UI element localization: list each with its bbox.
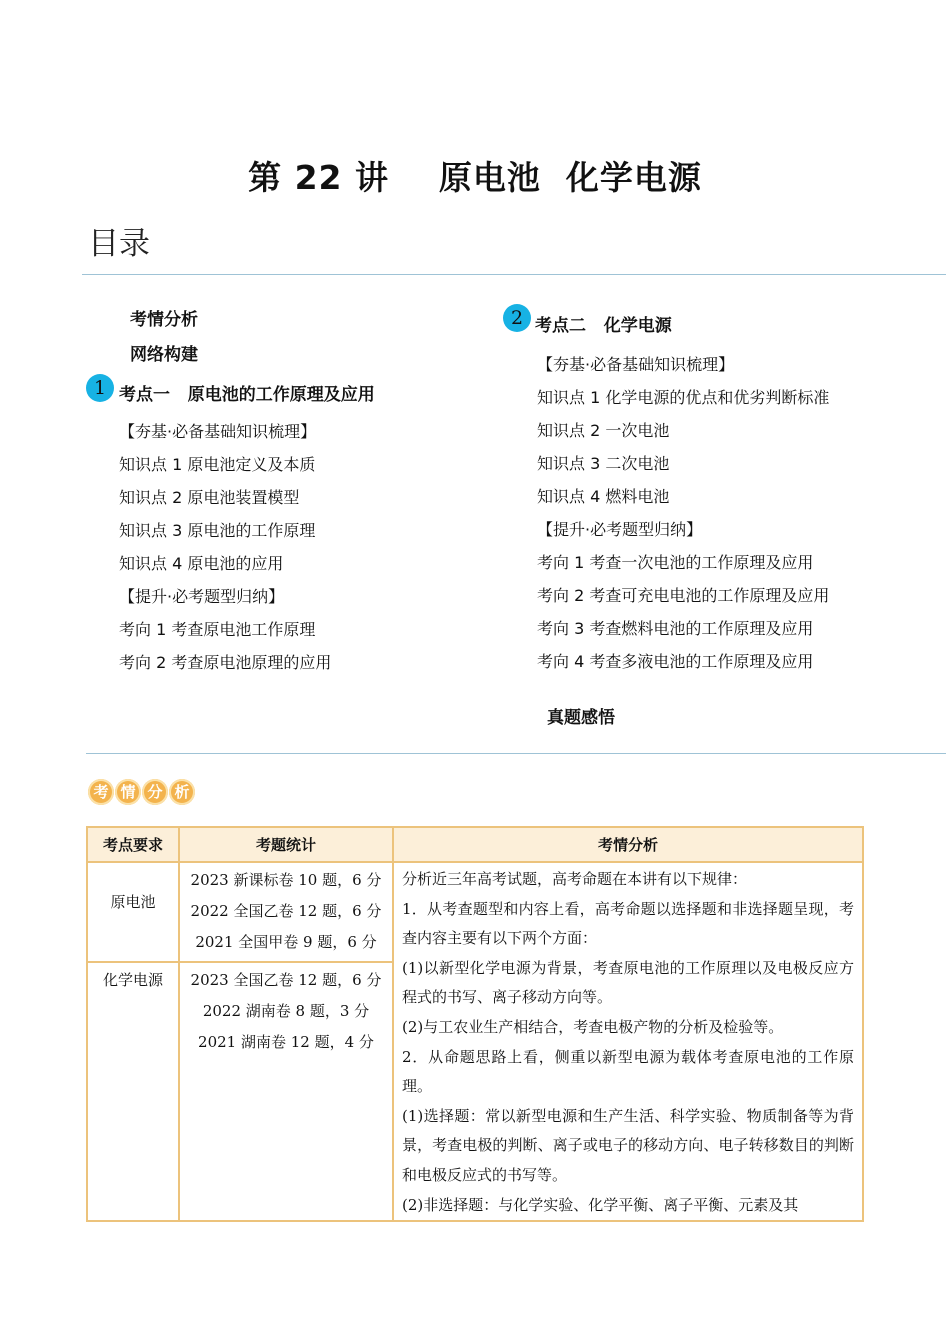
analysis-paragraph: 2．从命题思路上看，侧重以新型电源为载体考查原电池的工作原理。 [402, 1047, 854, 1096]
analysis-paragraph: 分析近三年高考试题，高考命题在本讲有以下规律： [402, 870, 748, 888]
analysis-cell [393, 862, 863, 1221]
toc-point2-item[interactable]: 知识点 3 二次电池 [537, 454, 670, 473]
badge-char: 析 [169, 779, 195, 805]
exam-analysis-table [86, 826, 864, 1222]
page-title: 第 22 讲 原电池 化学电源 [248, 158, 702, 197]
toc-point1-item[interactable]: 【夯基·必备基础知识梳理】 [119, 422, 317, 441]
analysis-paragraph: 1．从考查题型和内容上看，高考命题以选择题和非选择题呈现，考查内容主要有以下两个方面： [402, 899, 854, 948]
stats-cell [179, 962, 393, 1221]
toc-item-zhenti[interactable]: 真题感悟 [547, 708, 615, 728]
stat-line: 2021 全国甲卷 9 题，6 分 [195, 933, 377, 951]
point2-number-badge: 2 [503, 304, 531, 332]
toc-point1-item[interactable]: 考向 1 考查原电池工作原理 [119, 620, 316, 639]
toc-top-divider [82, 274, 946, 275]
section-badge-kaoqing [88, 779, 195, 805]
analysis-paragraph: (2)与工农业生产相结合，考查电极产物的分析及检验等。 [402, 1017, 784, 1036]
table-row [87, 862, 863, 962]
topic-label: 原电池 [110, 893, 156, 911]
toc-item-kaoqing[interactable]: 考情分析 [130, 310, 198, 330]
analysis-paragraph: (1)以新型化学电源为背景，考查原电池的工作原理以及电极反应方程式的书写、离子移动方向等。 [402, 958, 854, 1007]
table-header-row [87, 827, 863, 862]
toc-point2-item[interactable]: 【提升·必考题型归纳】 [537, 520, 703, 539]
stat-line: 2023 新课标卷 10 题，6 分 [190, 871, 382, 889]
toc-point2-item[interactable]: 【夯基·必备基础知识梳理】 [537, 355, 735, 374]
topic-cell [87, 862, 179, 962]
toc-heading: 目录 [88, 226, 150, 262]
toc-point2-title[interactable]: 考点二 化学电源 [535, 316, 672, 336]
toc-point1-item[interactable]: 考向 2 考查原电池原理的应用 [119, 653, 332, 672]
topic-label: 化学电源 [102, 970, 163, 989]
stat-line: 2023 全国乙卷 12 题，6 分 [190, 970, 382, 989]
toc-point2-item[interactable]: 考向 3 考查燃料电池的工作原理及应用 [537, 619, 814, 638]
toc-point1-item[interactable]: 知识点 1 原电池定义及本质 [119, 455, 316, 474]
header-topic: 考点要求 [87, 827, 179, 862]
toc-point2-item[interactable]: 考向 2 考查可充电电池的工作原理及应用 [537, 586, 830, 605]
analysis-paragraph: (1)选择题：常以新型电源和生产生活、科学实验、物质制备等为背景，考查电极的判断、离子或电子的移动方向、电子转移数目的判断和电极反应式的书写等。 [402, 1106, 854, 1184]
header-analysis: 考情分析 [393, 827, 863, 862]
stat-line: 2022 全国乙卷 12 题，6 分 [190, 902, 382, 920]
toc-point2-item[interactable]: 考向 1 考查一次电池的工作原理及应用 [537, 553, 814, 572]
stat-line: 2021 湖南卷 12 题，4 分 [198, 1032, 374, 1051]
toc-point2-item[interactable]: 知识点 2 一次电池 [537, 421, 670, 440]
toc-item-network[interactable]: 网络构建 [130, 345, 198, 365]
toc-point1-item[interactable]: 知识点 2 原电池装置模型 [119, 488, 300, 507]
toc-point2-item[interactable]: 知识点 4 燃料电池 [537, 487, 670, 506]
point1-number-badge: 1 [86, 374, 114, 402]
toc-point2-item[interactable]: 考向 4 考查多液电池的工作原理及应用 [537, 652, 814, 671]
badge-char: 分 [142, 779, 168, 805]
stats-cell [179, 862, 393, 962]
header-stats: 考题统计 [179, 827, 393, 862]
topic-cell [87, 962, 179, 1221]
toc-point1-item[interactable]: 【提升·必考题型归纳】 [119, 587, 285, 606]
toc-point1-item[interactable]: 知识点 3 原电池的工作原理 [119, 521, 316, 540]
toc-bottom-divider [86, 753, 946, 754]
toc-point1-item[interactable]: 知识点 4 原电池的应用 [119, 554, 284, 573]
toc-point2-item[interactable]: 知识点 1 化学电源的优点和优劣判断标准 [537, 388, 830, 407]
badge-char: 情 [115, 779, 141, 805]
toc-point1-title[interactable]: 考点一 原电池的工作原理及应用 [119, 385, 375, 405]
stat-line: 2022 湖南卷 8 题，3 分 [202, 1001, 370, 1020]
badge-char: 考 [88, 779, 114, 805]
analysis-paragraph: (2)非选择题：与化学实验、化学平衡、离子平衡、元素及其 [402, 1195, 799, 1214]
